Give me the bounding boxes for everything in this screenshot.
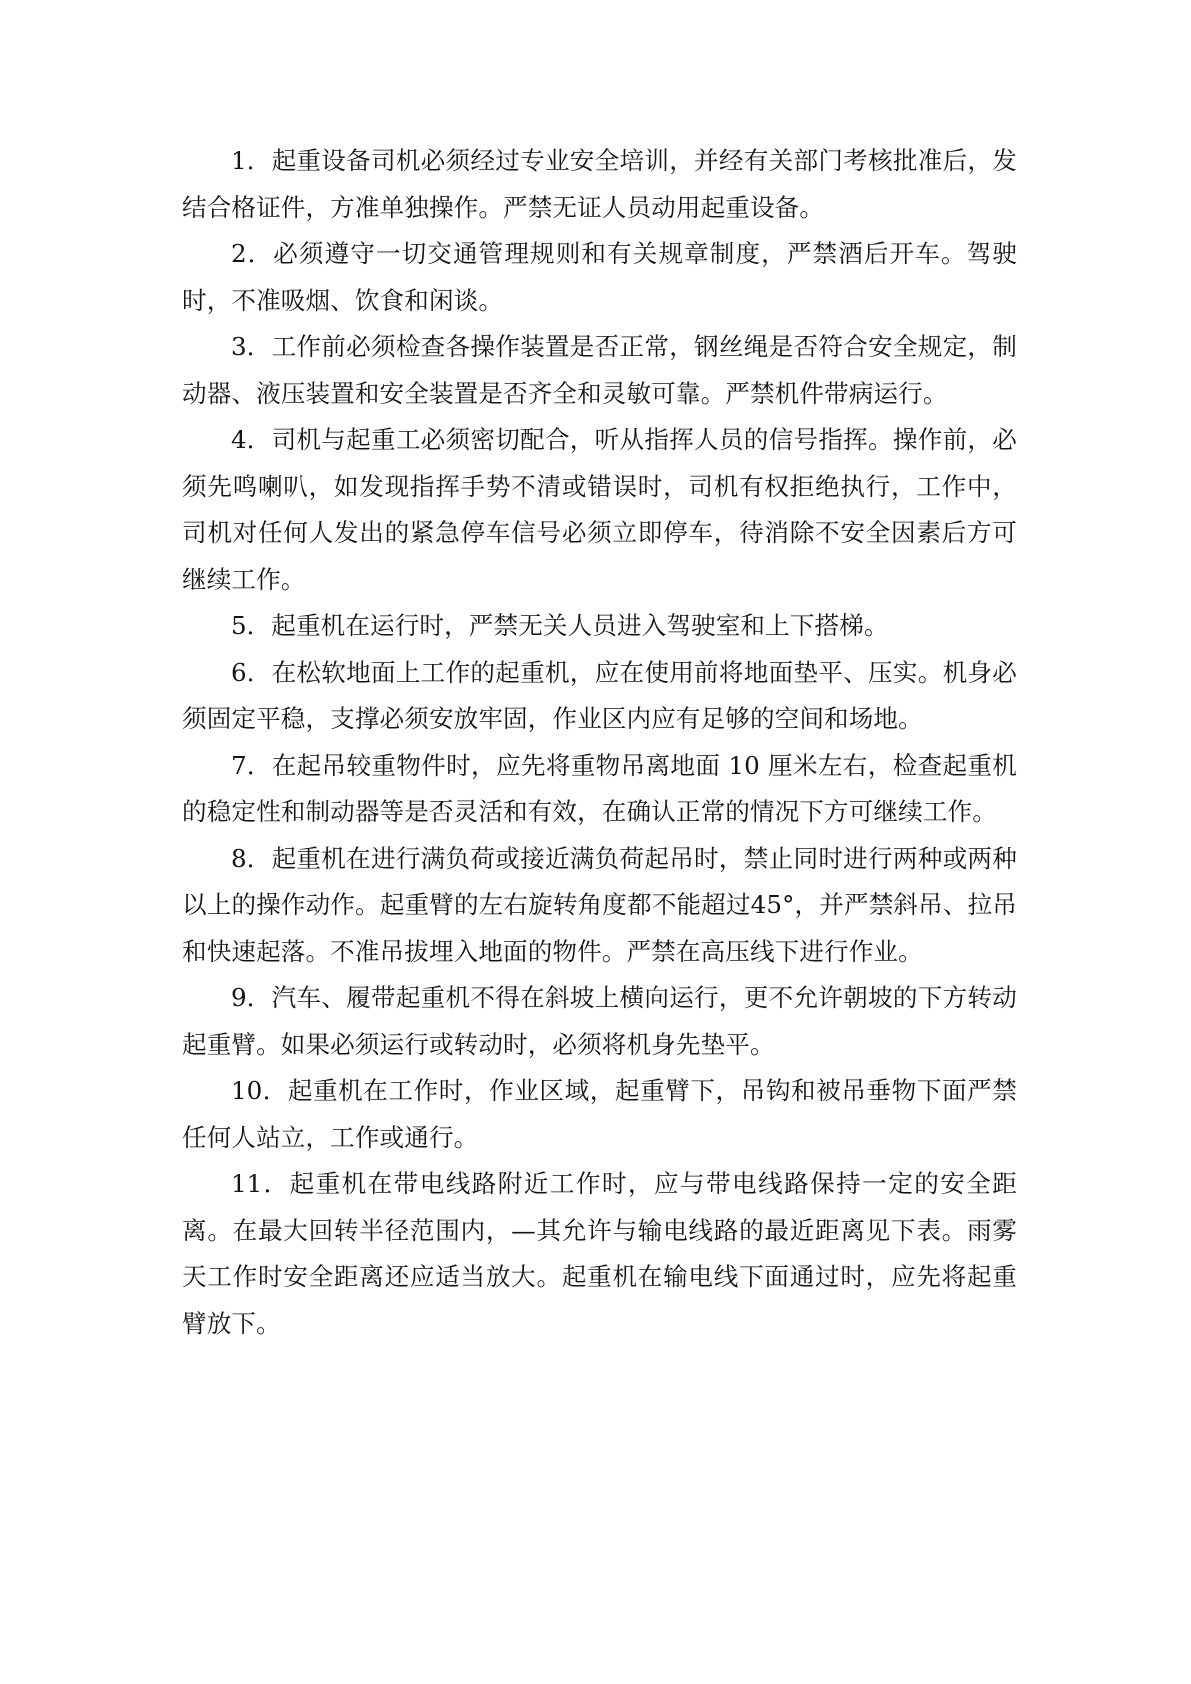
- paragraph-text: 司机与起重工必须密切配合，听从指挥人员的信号指挥。操作前，必须先鸣喇叭，如发现指挥手势不清或错误时，司机有权拒绝执行，工作中，司机对任何人发出的紧急停车信号必须立即停车，待消除不安全因素后方可继续工作。: [182, 425, 1017, 594]
- paragraph-text: 在起吊较重物件时，应先将重物吊离地面 10 厘米左右，检查起重机的稳定性和制动器等是否灵活和有效，在确认正常的情况下方可继续工作。: [182, 750, 1017, 826]
- paragraph-10: [182, 1068, 1017, 1161]
- paragraph-text: 起重机在带电线路附近工作时，应与带电线路保持一定的安全距离。在最大回转半径范围内，—其允许与输电线路的最近距离见下表。雨雾天工作时安全距离还应适当放大。起重机在输电线下面通过时，应先将起重臂放下。: [182, 1169, 1017, 1338]
- paragraph-9: [182, 975, 1017, 1068]
- paragraph-number: 9．: [231, 983, 272, 1012]
- paragraph-number: 5．: [231, 611, 272, 640]
- paragraph-number: 11．: [231, 1169, 290, 1198]
- paragraph-text: 工作前必须检查各操作装置是否正常，钢丝绳是否符合安全规定，制动器、液压装置和安全装置是否齐全和灵敏可靠。严禁机件带病运行。: [182, 332, 1017, 408]
- paragraph-number: 8．: [231, 843, 272, 873]
- document-body: [182, 138, 1017, 1347]
- paragraph-3: [182, 324, 1017, 417]
- paragraph-text: 起重机在进行满负荷或接近满负荷起吊时，禁止同时进行两种或两种以上的操作动作。起重臂的左右旋转角度都不能超过45°，并严禁斜吊、拉吊和快速起落。不准吊拔埋入地面的物件。严禁在高压线下进行作业。: [182, 843, 1017, 966]
- paragraph-1: [182, 138, 1017, 231]
- paragraph-number: 7．: [231, 750, 272, 780]
- paragraph-6: [182, 650, 1017, 743]
- paragraph-number: 10．: [231, 1076, 288, 1105]
- paragraph-number: 4．: [231, 425, 272, 454]
- paragraph-text: 在松软地面上工作的起重机，应在使用前将地面垫平、压实。机身必须固定平稳，支撑必须安放牢固，作业区内应有足够的空间和场地。: [182, 657, 1017, 733]
- paragraph-number: 2．: [231, 239, 274, 268]
- paragraph-5: [182, 603, 1017, 650]
- paragraph-8: [182, 836, 1017, 976]
- paragraph-number: 6．: [231, 657, 272, 687]
- paragraph-4: [182, 417, 1017, 603]
- paragraph-number: 1．: [231, 146, 272, 175]
- paragraph-number: 3．: [231, 332, 272, 361]
- paragraph-text: 汽车、履带起重机不得在斜坡上横向运行，更不允许朝坡的下方转动起重臂。如果必须运行或转动时，必须将机身先垫平。: [182, 983, 1017, 1059]
- paragraph-text: 必须遵守一切交通管理规则和有关规章制度，严禁酒后开车。驾驶时，不准吸烟、饮食和闲谈。: [182, 239, 1017, 315]
- paragraph-text: 起重机在工作时，作业区域，起重臂下，吊钩和被吊垂物下面严禁任何人站立，工作或通行。: [182, 1076, 1018, 1152]
- paragraph-text: 起重机在运行时，严禁无关人员进入驾驶室和上下搭梯。: [271, 611, 889, 640]
- paragraph-2: [182, 231, 1017, 324]
- paragraph-11: [182, 1161, 1017, 1347]
- paragraph-7: [182, 743, 1017, 836]
- paragraph-text: 起重设备司机必须经过专业安全培训，并经有关部门考核批准后，发结合格证件，方准单独操作。严禁无证人员动用起重设备。: [182, 146, 1017, 222]
